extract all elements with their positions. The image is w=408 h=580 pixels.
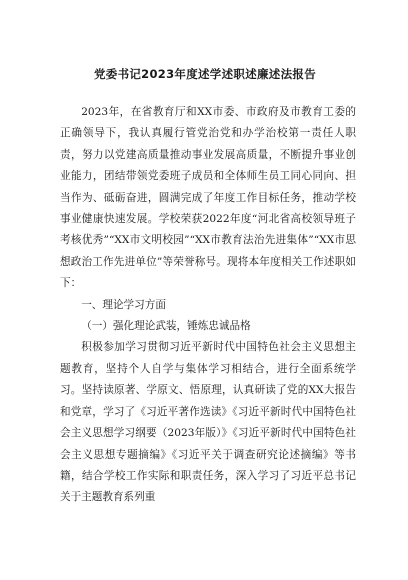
document-body	[60, 102, 356, 509]
section-heading-theory-study: 一、理论学习方面	[81, 298, 166, 311]
paragraph-intro: 2023年，在省教育厅和XX市委、市政府及市教育工委的正确领导下，我认真履行管党治党和办学治校第一责任人职责，努力以党建高质量推动事业发展高质量，不断提升事业创业能力，团结带领党委班子成员和全体师生员工同心同向、担当作为、砥砺奋进，圆满完成了年度工作目标任务，推动学校事业健康快速发展。学校荣获2022年度“河北省高校领导班子考核优秀”“XX市文明校园”“XX市教育法治先进集体”“XX市思想政治工作先进单位”等荣誉称号。现将本年度相关工作述职如下：	[60, 106, 356, 290]
document-title: 党委书记2023年度述学述职述廉述法报告	[93, 67, 316, 81]
subsection-heading-theory-arming: （一）强化理论武装，锤炼忠诚品格	[81, 320, 251, 333]
paragraph-study-details: 积极参加学习贯彻习近平新时代中国特色社会主义思想主题教育，坚持个人自学与集体学习相结合，进行全面系统学习。坚持读原著、学原文、悟原理，认真研读了党的XX大报告和党章，学习了《习近平著作选读》《习近平新时代中国特色社会主义思想学习纲要（2023年版）》《习近平新时代中国特色社会主义思想专题摘编》《习近平关于调查研究论述摘编》等书籍，结合学校工作实际和职责任务，深入学习了习近平总书记关于主题教育系列重	[60, 341, 356, 504]
